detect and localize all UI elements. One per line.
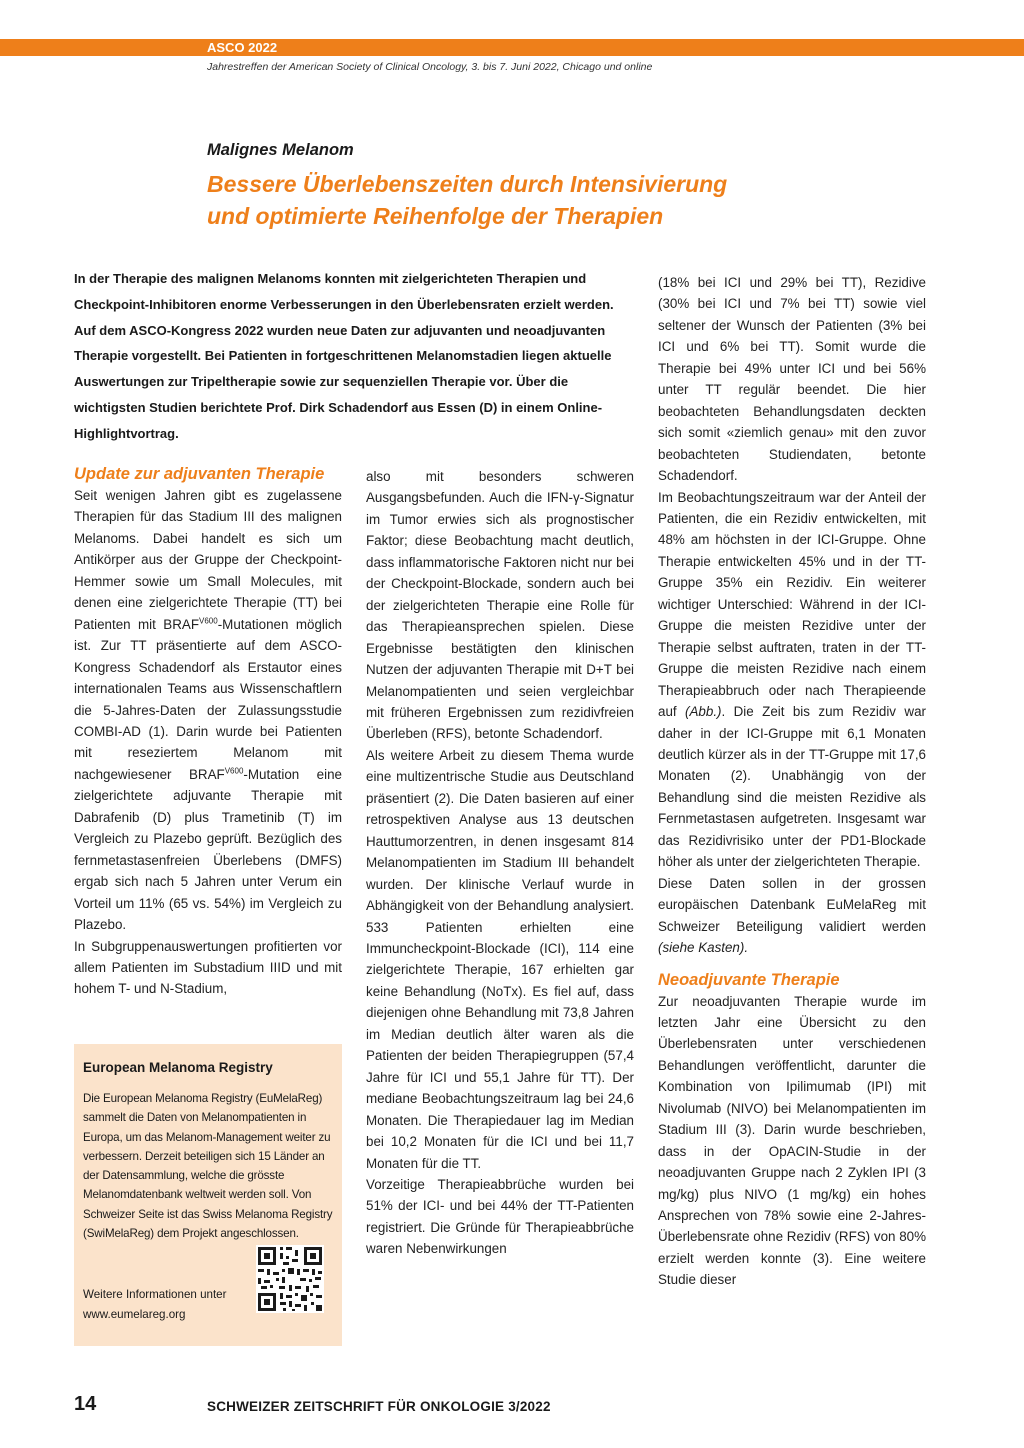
paragraph: Seit wenigen Jahren gibt es zugelassene Therapien für das Stadium III des malignen Melanoms. Dabei handelt es sich um Antikörper aus der Gruppe der Checkpoint-Hemmer sowie um Small Molecules, mit denen eine zielgerichtete Therapie (TT) bei Patienten mit $BRAF^{V600}$-Mutationen möglich ist. Zur TT präsentierte auf dem ASCO-Kongress Schadendorf als Erstautor eines internationalen Teams aus Wissenschaftlern die 5-Jahres-Daten der Zulassungsstudie COMBI-AD (1). Darin wurde bei Patienten mit reseziertem Melanom mit nachgewiesener $BRAF^{V600}$-Mutation eine zielgerichtete adjuvante Therapie mit Dabrafenib (D) plus Trametinib (T) im Vergleich zu Plazebo geprüft. Bezüglich des fernmetastasenfreien Überlebens (DMFS) ergab sich nach 5 Jahren unter Verum ein Vorteil um 11% (65 vs. 54%) im Vergleich zu Plazebo. bbox=[74, 488, 342, 933]
more-info-label: Weitere Informationen unter bbox=[83, 1288, 227, 1301]
conference-label: ASCO 2022 bbox=[207, 40, 278, 55]
paragraph: In Subgruppenauswertungen profitierten vor allem Patienten im Substadium IIID und mit hohem T- und N-Stadium, bbox=[74, 938, 342, 997]
section-heading-neoadjuvant: Neoadjuvante Therapie bbox=[658, 970, 840, 989]
qr-code-icon[interactable] bbox=[256, 1245, 324, 1313]
paragraph: Zur neoadjuvanten Therapie wurde im letzten Jahr eine Übersicht zu den Überlebensraten unter verschiedenen Behandlungen veröffentlicht, darunter die Kombination von Ipilimumab (IPI) mit Nivolumab (NIVO) bei Melanompatienten im Stadium III (3). Darin wurde beschrieben, dass in der OpACIN-Studie in der neoadjuvanten Gruppe nach 2 Zyklen IPI (3 mg/kg) plus NIVO (1 mg/kg) ein hohes Ansprechen von 78% sowie eine 2-Jahres-Überlebensrate ohne Rezidiv (RFS) von 80% erzielt werden konnte (3). Eine weitere Studie dieser bbox=[658, 993, 926, 1288]
paragraph: Vorzeitige Therapieabbrüche wurden bei 51% der ICI- und bei 44% der TT-Patienten registriert. Die Gründe für Therapieabbrüche waren Nebenwirkungen bbox=[366, 1176, 634, 1257]
paragraph: Als weitere Arbeit zu diesem Thema wurde eine multizentrische Studie aus Deutschland präsentiert (2). Die Daten basieren auf einer retrospektiven Analyse aus 13 deutschen Hauttumorzentren, in denen insgesamt 814 Melanompatienten im Stadium III behandelt wurden. Der klinische Verlauf wurde in Abhängigkeit von der Behandlung analysiert. 533 Patienten erhielten eine Immuncheckpoint-Blockade (ICI), 114 eine zielgerichtete Therapie, 167 erhielten gar keine Behandlung (NoTx). Es fiel auf, dass diejenigen ohne Behandlung mit 73,8 Jahren im Median deutlich älter waren als die Patienten der beiden Therapiegruppen (57,4 Jahre für ICI und 55,1 Jahre für TT). Der mediane Beobachtungszeitraum lag bei 24,6 Monaten. Die Therapiedauer lag im Median bei 10,2 Monaten für die ICI und bei 11,7 Monaten für die TT. bbox=[366, 747, 634, 1171]
article-title-line-1: Bessere Überlebenszeiten durch Intensivierung bbox=[207, 171, 728, 197]
article-title bbox=[207, 168, 927, 232]
column-3 bbox=[658, 272, 926, 1291]
header-bar bbox=[0, 39, 1024, 56]
info-box-eumelareg bbox=[74, 1044, 342, 1346]
page-number: 14 bbox=[74, 1393, 97, 1415]
conference-subtitle: Jahrestreffen der American Society of Clinical Oncology, 3. bis 7. Juni 2022, Chicago und online bbox=[207, 61, 653, 73]
more-info-link[interactable]: www.eumelareg.org bbox=[83, 1307, 186, 1321]
article-lead: In der Therapie des malignen Melanoms konnten mit zielgerichteten Therapien und Checkpoint-Inhibitoren enorme Verbesserungen in den Überlebensraten erzielt werden. Auf dem ASCO-Kongress 2022 wurden neue Daten zur adjuvanten und neoadjuvanten Therapie vorgestellt. Bei Patienten in fortgeschrittenen Melanomstadien liegen aktuelle Auswertungen zur Tripeltherapie sowie zur sequenziellen Therapie vor. Über die wichtigsten Studien berichtete Prof. Dirk Schadendorf aus Essen (D) in einem Online-Highlightvortrag. bbox=[74, 271, 614, 441]
info-box-heading: European Melanoma Registry bbox=[83, 1060, 273, 1075]
info-box-more bbox=[83, 1285, 253, 1324]
section-heading-adjuvant: Update zur adjuvanten Therapie bbox=[74, 465, 325, 483]
paragraph: (18% bei ICI und 29% bei TT), Rezidive (30% bei ICI und 7% bei TT) sowie viel seltener der Wunsch der Patienten (3% bei ICI und 6% bei TT). Somit wurde die Therapie bei 49% unter ICI und bei 56% unter TT regulär beendet. Die hier beobachteten Behandlungsdaten deckten sich somit «ziemlich genau» mit den zuvor beobachteten Studiendaten, betonte Schadendorf. bbox=[658, 275, 926, 484]
paragraph: Diese Daten sollen in der grossen europäischen Datenbank EuMelaReg mit Schweizer Beteiligung validiert werden (siehe Kasten). bbox=[658, 875, 926, 956]
article-title-line-2: und optimierte Reihenfolge der Therapien bbox=[207, 203, 664, 229]
paragraph: also mit besonders schweren Ausgangsbefunden. Auch die IFN-γ-Signatur im Tumor erwies sich als prognostischer Faktor; diese Beobachtung macht deutlich, dass inflammatorische Faktoren nicht nur bei der Checkpoint-Blockade, sondern auch bei der zielgerichteten Therapie eine Rolle für das Therapieansprechen spielen. Diese Ergebnisse bestätigten den klinischen Nutzen der adjuvanten Therapie mit D+T bei Melanompatienten und seien vergleichbar mit früheren Ergebnissen zum rezidivfreien Überleben (RFS), betonte Schadendorf. bbox=[366, 469, 634, 742]
column-2 bbox=[366, 466, 634, 1260]
paragraph: Im Beobachtungszeitraum war der Anteil der Patienten, die ein Rezidiv entwickelten, mit 48% am höchsten in der ICI-Gruppe. Ohne Therapie entwickelten 45% und in der TT-Gruppe 35% ein Rezidiv. Ein weiterer wichtiger Unterschied: Während in der ICI-Gruppe die meisten Rezidive unter der Therapie selbst auftraten, traten in der TT-Gruppe die meisten Rezidive nach einem Therapieabbruch oder nach Therapieende auf (Abb.). Die Zeit bis zum Rezidiv war daher in der ICI-Gruppe mit 6,1 Monaten deutlich kürzer als in der TT-Gruppe mit 17,6 Monaten (2). Unabhängig von der Behandlung sind die meisten Rezidive als Fernmetastasen aufgetreten. Insgesamt war das Rezidivrisiko unter der PD1-Blockade höher als unter der zielgerichteten Therapie. bbox=[658, 489, 926, 870]
journal-name: SCHWEIZER ZEITSCHRIFT FÜR ONKOLOGIE 3/2022 bbox=[207, 1399, 551, 1414]
article-kicker: Malignes Melanom bbox=[207, 141, 354, 159]
info-box-text: Die European Melanoma Registry (EuMelaReg) sammelt die Daten von Melanompatienten in Europa, um das Melanom-Management weiter zu verbessern. Derzeit beteiligen sich 15 Länder an der Datensammlung, welche die grösste Melanomdatenbank weltweit werden soll. Von Schweizer Seite ist das Swiss Melanoma Registry (SwiMelaReg) dem Projekt angeschlossen. bbox=[83, 1092, 333, 1241]
column-1 bbox=[74, 463, 342, 1000]
